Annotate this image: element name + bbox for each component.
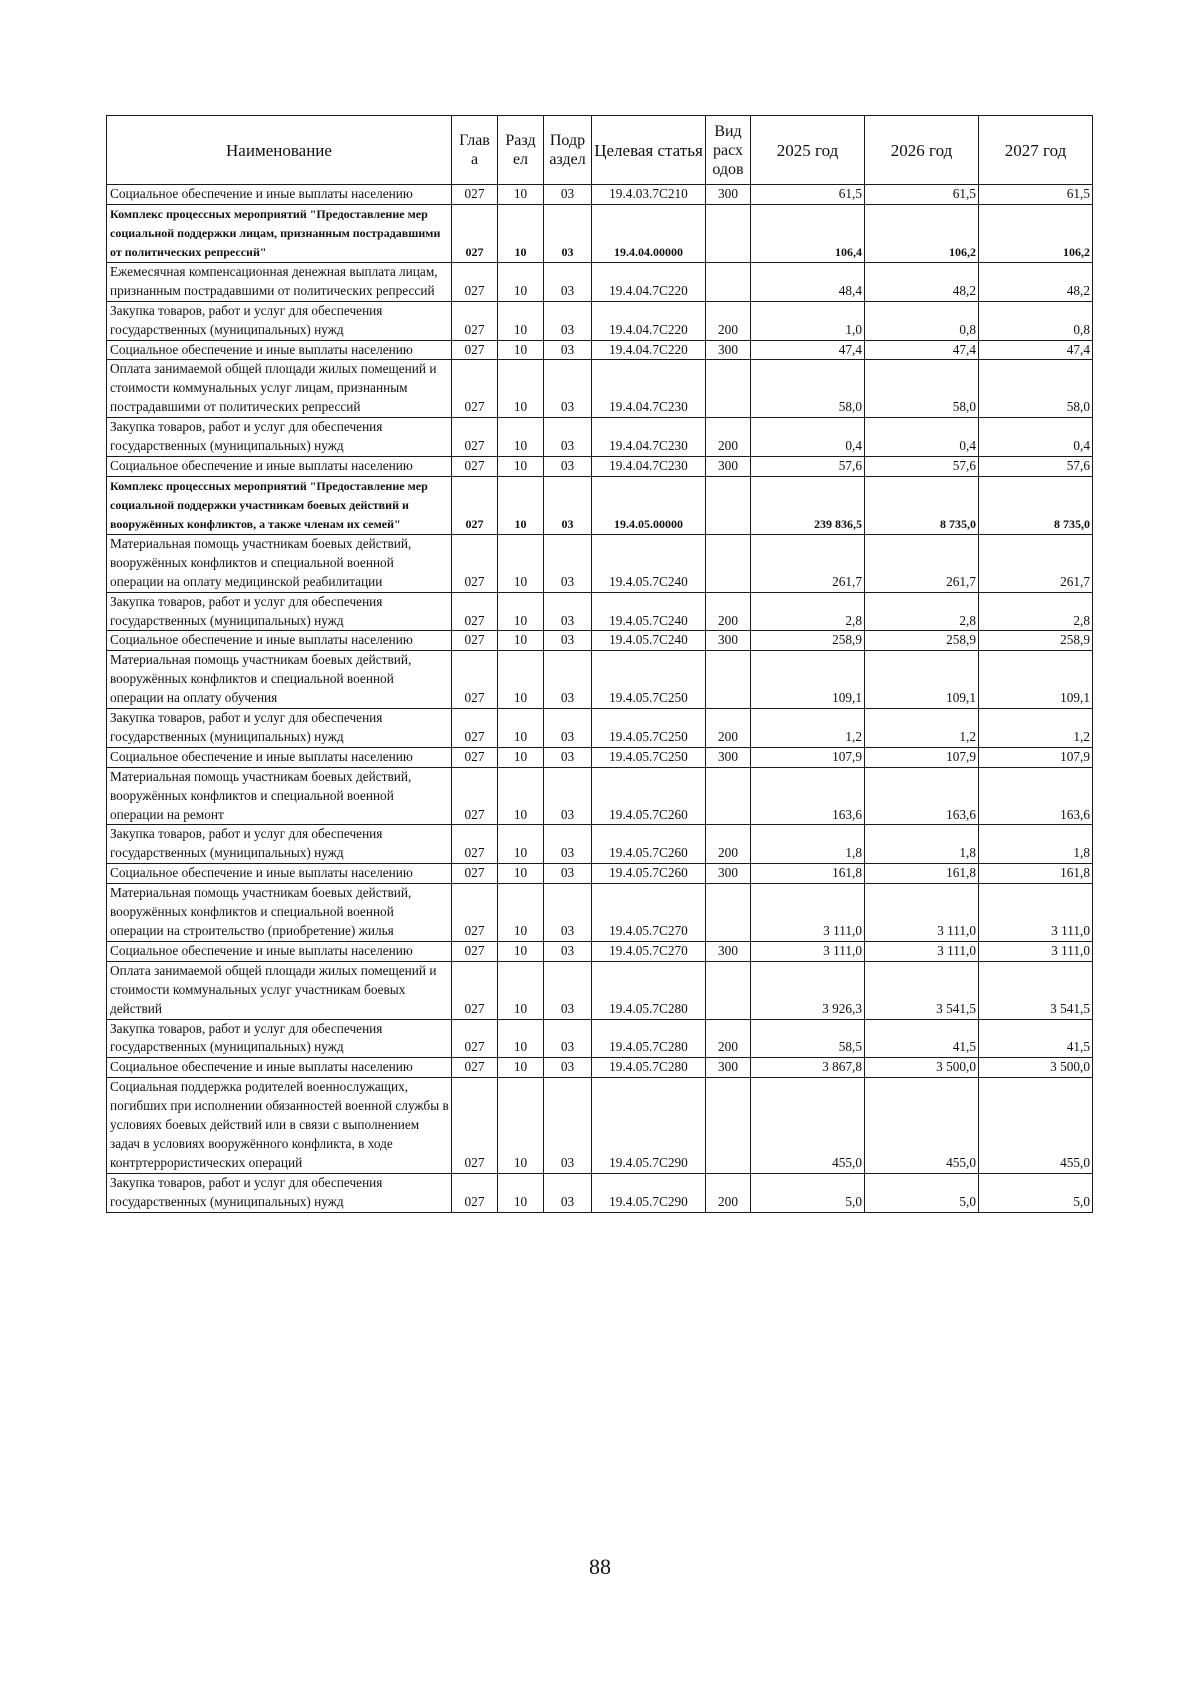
vid-cell <box>706 204 751 262</box>
table-row <box>107 418 1093 457</box>
podrazdel-cell: 03 <box>544 864 592 884</box>
amount-2026-cell: 48,2 <box>865 262 979 301</box>
glava-cell: 027 <box>452 864 498 884</box>
razdel-cell: 10 <box>498 340 544 360</box>
glava-cell: 027 <box>452 456 498 476</box>
table-row <box>107 262 1093 301</box>
glava-cell: 027 <box>452 651 498 709</box>
razdel-cell: 10 <box>498 767 544 825</box>
amount-2026-cell: 3 111,0 <box>865 884 979 942</box>
amount-2026-cell: 161,8 <box>865 864 979 884</box>
name-cell: Закупка товаров, работ и услуг для обеспечения государственных (муниципальных) нужд <box>107 825 452 864</box>
target-cell: 19.4.05.7С240 <box>592 592 706 631</box>
table-body <box>107 185 1093 1213</box>
glava-cell: 027 <box>452 709 498 748</box>
amount-2025-cell: 47,4 <box>751 340 865 360</box>
vid-cell: 200 <box>706 418 751 457</box>
header-2027: 2027 год <box>979 116 1093 185</box>
amount-2025-cell: 1,8 <box>751 825 865 864</box>
amount-2027-cell: 5,0 <box>979 1173 1093 1212</box>
header-razdel: Разд ел <box>498 116 544 185</box>
name-cell: Социальное обеспечение и иные выплаты населению <box>107 747 452 767</box>
amount-2027-cell: 109,1 <box>979 651 1093 709</box>
vid-cell <box>706 534 751 592</box>
name-cell: Социальное обеспечение и иные выплаты населению <box>107 456 452 476</box>
glava-cell: 027 <box>452 631 498 651</box>
table-row <box>107 1078 1093 1174</box>
name-cell: Закупка товаров, работ и услуг для обеспечения государственных (муниципальных) нужд <box>107 592 452 631</box>
podrazdel-cell: 03 <box>544 534 592 592</box>
table-row <box>107 360 1093 418</box>
name-cell: Закупка товаров, работ и услуг для обеспечения государственных (муниципальных) нужд <box>107 301 452 340</box>
amount-2027-cell: 1,2 <box>979 709 1093 748</box>
amount-2027-cell: 1,8 <box>979 825 1093 864</box>
podrazdel-cell: 03 <box>544 884 592 942</box>
amount-2027-cell: 3 111,0 <box>979 884 1093 942</box>
table-row <box>107 864 1093 884</box>
table-row <box>107 185 1093 205</box>
table-row <box>107 825 1093 864</box>
name-cell: Комплекс процессных мероприятий "Предоставление мер социальной поддержки лицам, признанным пострадавшими от политических репрессий" <box>107 204 452 262</box>
target-cell: 19.4.05.7С250 <box>592 747 706 767</box>
razdel-cell: 10 <box>498 709 544 748</box>
amount-2025-cell: 2,8 <box>751 592 865 631</box>
vid-cell: 300 <box>706 864 751 884</box>
glava-cell: 027 <box>452 534 498 592</box>
glava-cell: 027 <box>452 941 498 961</box>
amount-2025-cell: 57,6 <box>751 456 865 476</box>
amount-2025-cell: 3 867,8 <box>751 1058 865 1078</box>
amount-2026-cell: 0,8 <box>865 301 979 340</box>
glava-cell: 027 <box>452 1173 498 1212</box>
amount-2026-cell: 3 500,0 <box>865 1058 979 1078</box>
amount-2025-cell: 58,5 <box>751 1019 865 1058</box>
amount-2025-cell: 61,5 <box>751 185 865 205</box>
glava-cell: 027 <box>452 592 498 631</box>
table-row <box>107 592 1093 631</box>
glava-cell: 027 <box>452 747 498 767</box>
amount-2025-cell: 3 111,0 <box>751 884 865 942</box>
target-cell: 19.4.04.7С220 <box>592 301 706 340</box>
target-cell: 19.4.05.7С290 <box>592 1078 706 1174</box>
razdel-cell: 10 <box>498 476 544 534</box>
target-cell: 19.4.05.7С240 <box>592 631 706 651</box>
razdel-cell: 10 <box>498 941 544 961</box>
name-cell: Комплекс процессных мероприятий "Предоставление мер социальной поддержки участникам боевых действий и вооружённых конфликтов, а также членам их семей" <box>107 476 452 534</box>
name-cell: Закупка товаров, работ и услуг для обеспечения государственных (муниципальных) нужд <box>107 1019 452 1058</box>
podrazdel-cell: 03 <box>544 185 592 205</box>
razdel-cell: 10 <box>498 456 544 476</box>
podrazdel-cell: 03 <box>544 1019 592 1058</box>
table-row <box>107 1019 1093 1058</box>
razdel-cell: 10 <box>498 301 544 340</box>
vid-cell <box>706 262 751 301</box>
amount-2027-cell: 455,0 <box>979 1078 1093 1174</box>
amount-2026-cell: 261,7 <box>865 534 979 592</box>
glava-cell: 027 <box>452 418 498 457</box>
table-row <box>107 631 1093 651</box>
amount-2026-cell: 0,4 <box>865 418 979 457</box>
target-cell: 19.4.05.7С260 <box>592 767 706 825</box>
header-2026: 2026 год <box>865 116 979 185</box>
razdel-cell: 10 <box>498 360 544 418</box>
amount-2026-cell: 58,0 <box>865 360 979 418</box>
target-cell: 19.4.05.7С290 <box>592 1173 706 1212</box>
vid-cell: 300 <box>706 941 751 961</box>
table-row <box>107 651 1093 709</box>
glava-cell: 027 <box>452 476 498 534</box>
amount-2026-cell: 2,8 <box>865 592 979 631</box>
table-row-program <box>107 204 1093 262</box>
amount-2026-cell: 1,2 <box>865 709 979 748</box>
table-row <box>107 767 1093 825</box>
header-row <box>107 116 1093 185</box>
glava-cell: 027 <box>452 825 498 864</box>
amount-2027-cell: 57,6 <box>979 456 1093 476</box>
name-cell: Ежемесячная компенсационная денежная выплата лицам, признанным пострадавшими от политических репрессий <box>107 262 452 301</box>
table-row <box>107 301 1093 340</box>
podrazdel-cell: 03 <box>544 204 592 262</box>
podrazdel-cell: 03 <box>544 1078 592 1174</box>
vid-cell: 200 <box>706 592 751 631</box>
glava-cell: 027 <box>452 262 498 301</box>
table-row <box>107 884 1093 942</box>
amount-2026-cell: 61,5 <box>865 185 979 205</box>
vid-cell: 300 <box>706 185 751 205</box>
target-cell: 19.4.05.7С240 <box>592 534 706 592</box>
razdel-cell: 10 <box>498 1058 544 1078</box>
podrazdel-cell: 03 <box>544 767 592 825</box>
podrazdel-cell: 03 <box>544 961 592 1019</box>
razdel-cell: 10 <box>498 651 544 709</box>
amount-2026-cell: 47,4 <box>865 340 979 360</box>
amount-2027-cell: 58,0 <box>979 360 1093 418</box>
amount-2026-cell: 258,9 <box>865 631 979 651</box>
podrazdel-cell: 03 <box>544 360 592 418</box>
podrazdel-cell: 03 <box>544 456 592 476</box>
amount-2027-cell: 163,6 <box>979 767 1093 825</box>
razdel-cell: 10 <box>498 418 544 457</box>
vid-cell: 300 <box>706 1058 751 1078</box>
razdel-cell: 10 <box>498 185 544 205</box>
header-target: Целевая статья <box>592 116 706 185</box>
amount-2025-cell: 1,0 <box>751 301 865 340</box>
razdel-cell: 10 <box>498 747 544 767</box>
target-cell: 19.4.05.7С250 <box>592 709 706 748</box>
amount-2026-cell: 109,1 <box>865 651 979 709</box>
glava-cell: 027 <box>452 1058 498 1078</box>
table-row <box>107 709 1093 748</box>
header-2025: 2025 год <box>751 116 865 185</box>
podrazdel-cell: 03 <box>544 651 592 709</box>
amount-2027-cell: 41,5 <box>979 1019 1093 1058</box>
name-cell: Закупка товаров, работ и услуг для обеспечения государственных (муниципальных) нужд <box>107 418 452 457</box>
amount-2027-cell: 161,8 <box>979 864 1093 884</box>
razdel-cell: 10 <box>498 204 544 262</box>
amount-2027-cell: 0,4 <box>979 418 1093 457</box>
amount-2025-cell: 106,4 <box>751 204 865 262</box>
amount-2025-cell: 58,0 <box>751 360 865 418</box>
vid-cell <box>706 961 751 1019</box>
vid-cell <box>706 476 751 534</box>
amount-2026-cell: 3 541,5 <box>865 961 979 1019</box>
razdel-cell: 10 <box>498 1173 544 1212</box>
name-cell: Материальная помощь участникам боевых действий, вооружённых конфликтов и специальной военной операции на оплату медицинской реабилитации <box>107 534 452 592</box>
vid-cell: 300 <box>706 340 751 360</box>
glava-cell: 027 <box>452 884 498 942</box>
amount-2026-cell: 5,0 <box>865 1173 979 1212</box>
razdel-cell: 10 <box>498 631 544 651</box>
table-row-program <box>107 476 1093 534</box>
name-cell: Материальная помощь участникам боевых действий, вооружённых конфликтов и специальной военной операции на ремонт <box>107 767 452 825</box>
glava-cell: 027 <box>452 301 498 340</box>
target-cell: 19.4.05.7С260 <box>592 864 706 884</box>
amount-2026-cell: 57,6 <box>865 456 979 476</box>
amount-2027-cell: 107,9 <box>979 747 1093 767</box>
name-cell: Материальная помощь участникам боевых действий, вооружённых конфликтов и специальной военной операции на оплату обучения <box>107 651 452 709</box>
glava-cell: 027 <box>452 185 498 205</box>
razdel-cell: 10 <box>498 884 544 942</box>
vid-cell: 200 <box>706 825 751 864</box>
target-cell: 19.4.04.7С230 <box>592 360 706 418</box>
amount-2026-cell: 106,2 <box>865 204 979 262</box>
amount-2027-cell: 47,4 <box>979 340 1093 360</box>
table-row <box>107 747 1093 767</box>
amount-2026-cell: 1,8 <box>865 825 979 864</box>
amount-2025-cell: 1,2 <box>751 709 865 748</box>
table-row <box>107 961 1093 1019</box>
name-cell: Оплата занимаемой общей площади жилых помещений и стоимости коммунальных услуг лицам, признанным пострадавшими от политических репрессий <box>107 360 452 418</box>
amount-2027-cell: 258,9 <box>979 631 1093 651</box>
amount-2026-cell: 41,5 <box>865 1019 979 1058</box>
table-row <box>107 340 1093 360</box>
name-cell: Социальная поддержка родителей военнослужащих, погибших при исполнении обязанностей военной службы в условиях боевых действий или в связи с выполнением задач в условиях вооружённого конфликта, в ходе контртеррористических операций <box>107 1078 452 1174</box>
table-row <box>107 1173 1093 1212</box>
razdel-cell: 10 <box>498 1019 544 1058</box>
vid-cell: 300 <box>706 747 751 767</box>
amount-2025-cell: 455,0 <box>751 1078 865 1174</box>
razdel-cell: 10 <box>498 961 544 1019</box>
podrazdel-cell: 03 <box>544 262 592 301</box>
target-cell: 19.4.04.7С230 <box>592 418 706 457</box>
table-row <box>107 456 1093 476</box>
amount-2027-cell: 2,8 <box>979 592 1093 631</box>
name-cell: Социальное обеспечение и иные выплаты населению <box>107 631 452 651</box>
amount-2027-cell: 261,7 <box>979 534 1093 592</box>
amount-2025-cell: 5,0 <box>751 1173 865 1212</box>
podrazdel-cell: 03 <box>544 631 592 651</box>
target-cell: 19.4.05.7С260 <box>592 825 706 864</box>
budget-table <box>106 115 1093 1213</box>
target-cell: 19.4.05.7С270 <box>592 884 706 942</box>
podrazdel-cell: 03 <box>544 418 592 457</box>
amount-2027-cell: 48,2 <box>979 262 1093 301</box>
razdel-cell: 10 <box>498 1078 544 1174</box>
target-cell: 19.4.04.7С220 <box>592 340 706 360</box>
amount-2025-cell: 3 926,3 <box>751 961 865 1019</box>
vid-cell: 300 <box>706 631 751 651</box>
razdel-cell: 10 <box>498 592 544 631</box>
amount-2025-cell: 48,4 <box>751 262 865 301</box>
header-name: Наименование <box>107 116 452 185</box>
amount-2027-cell: 61,5 <box>979 185 1093 205</box>
page-number: 88 <box>589 1554 611 1579</box>
glava-cell: 027 <box>452 961 498 1019</box>
header-podrazdel: Подр аздел <box>544 116 592 185</box>
podrazdel-cell: 03 <box>544 1173 592 1212</box>
razdel-cell: 10 <box>498 825 544 864</box>
podrazdel-cell: 03 <box>544 709 592 748</box>
amount-2026-cell: 163,6 <box>865 767 979 825</box>
target-cell: 19.4.05.7С280 <box>592 961 706 1019</box>
amount-2025-cell: 109,1 <box>751 651 865 709</box>
vid-cell: 200 <box>706 1019 751 1058</box>
target-cell: 19.4.05.7С250 <box>592 651 706 709</box>
vid-cell: 200 <box>706 1173 751 1212</box>
podrazdel-cell: 03 <box>544 592 592 631</box>
razdel-cell: 10 <box>498 262 544 301</box>
glava-cell: 027 <box>452 1078 498 1174</box>
target-cell: 19.4.03.7С210 <box>592 185 706 205</box>
razdel-cell: 10 <box>498 864 544 884</box>
vid-cell: 200 <box>706 301 751 340</box>
glava-cell: 027 <box>452 204 498 262</box>
amount-2025-cell: 258,9 <box>751 631 865 651</box>
name-cell: Закупка товаров, работ и услуг для обеспечения государственных (муниципальных) нужд <box>107 1173 452 1212</box>
amount-2027-cell: 3 541,5 <box>979 961 1093 1019</box>
glava-cell: 027 <box>452 340 498 360</box>
vid-cell <box>706 360 751 418</box>
target-cell: 19.4.05.7С270 <box>592 941 706 961</box>
vid-cell <box>706 884 751 942</box>
podrazdel-cell: 03 <box>544 340 592 360</box>
vid-cell <box>706 1078 751 1174</box>
table-row <box>107 534 1093 592</box>
amount-2025-cell: 161,8 <box>751 864 865 884</box>
amount-2025-cell: 163,6 <box>751 767 865 825</box>
name-cell: Социальное обеспечение и иные выплаты населению <box>107 864 452 884</box>
amount-2026-cell: 3 111,0 <box>865 941 979 961</box>
amount-2027-cell: 8 735,0 <box>979 476 1093 534</box>
podrazdel-cell: 03 <box>544 476 592 534</box>
target-cell: 19.4.05.00000 <box>592 476 706 534</box>
podrazdel-cell: 03 <box>544 301 592 340</box>
table-row <box>107 1058 1093 1078</box>
amount-2027-cell: 106,2 <box>979 204 1093 262</box>
amount-2026-cell: 107,9 <box>865 747 979 767</box>
amount-2025-cell: 3 111,0 <box>751 941 865 961</box>
vid-cell <box>706 767 751 825</box>
glava-cell: 027 <box>452 1019 498 1058</box>
name-cell: Социальное обеспечение и иные выплаты населению <box>107 340 452 360</box>
podrazdel-cell: 03 <box>544 941 592 961</box>
target-cell: 19.4.04.00000 <box>592 204 706 262</box>
amount-2025-cell: 0,4 <box>751 418 865 457</box>
name-cell: Социальное обеспечение и иные выплаты населению <box>107 1058 452 1078</box>
name-cell: Социальное обеспечение и иные выплаты населению <box>107 185 452 205</box>
podrazdel-cell: 03 <box>544 825 592 864</box>
target-cell: 19.4.04.7С230 <box>592 456 706 476</box>
vid-cell: 300 <box>706 456 751 476</box>
target-cell: 19.4.04.7С220 <box>592 262 706 301</box>
amount-2025-cell: 261,7 <box>751 534 865 592</box>
amount-2025-cell: 107,9 <box>751 747 865 767</box>
amount-2027-cell: 3 111,0 <box>979 941 1093 961</box>
podrazdel-cell: 03 <box>544 1058 592 1078</box>
name-cell: Социальное обеспечение и иные выплаты населению <box>107 941 452 961</box>
target-cell: 19.4.05.7С280 <box>592 1019 706 1058</box>
amount-2026-cell: 8 735,0 <box>865 476 979 534</box>
glava-cell: 027 <box>452 767 498 825</box>
amount-2027-cell: 3 500,0 <box>979 1058 1093 1078</box>
glava-cell: 027 <box>452 360 498 418</box>
vid-cell: 200 <box>706 709 751 748</box>
name-cell: Оплата занимаемой общей площади жилых помещений и стоимости коммунальных услуг участникам боевых действий <box>107 961 452 1019</box>
header-glava: Глав а <box>452 116 498 185</box>
header-vid: Вид расх одов <box>706 116 751 185</box>
podrazdel-cell: 03 <box>544 747 592 767</box>
amount-2026-cell: 455,0 <box>865 1078 979 1174</box>
vid-cell <box>706 651 751 709</box>
amount-2025-cell: 239 836,5 <box>751 476 865 534</box>
name-cell: Закупка товаров, работ и услуг для обеспечения государственных (муниципальных) нужд <box>107 709 452 748</box>
target-cell: 19.4.05.7С280 <box>592 1058 706 1078</box>
amount-2027-cell: 0,8 <box>979 301 1093 340</box>
razdel-cell: 10 <box>498 534 544 592</box>
name-cell: Материальная помощь участникам боевых действий, вооружённых конфликтов и специальной военной операции на строительство (приобретение) жилья <box>107 884 452 942</box>
table-row <box>107 941 1093 961</box>
